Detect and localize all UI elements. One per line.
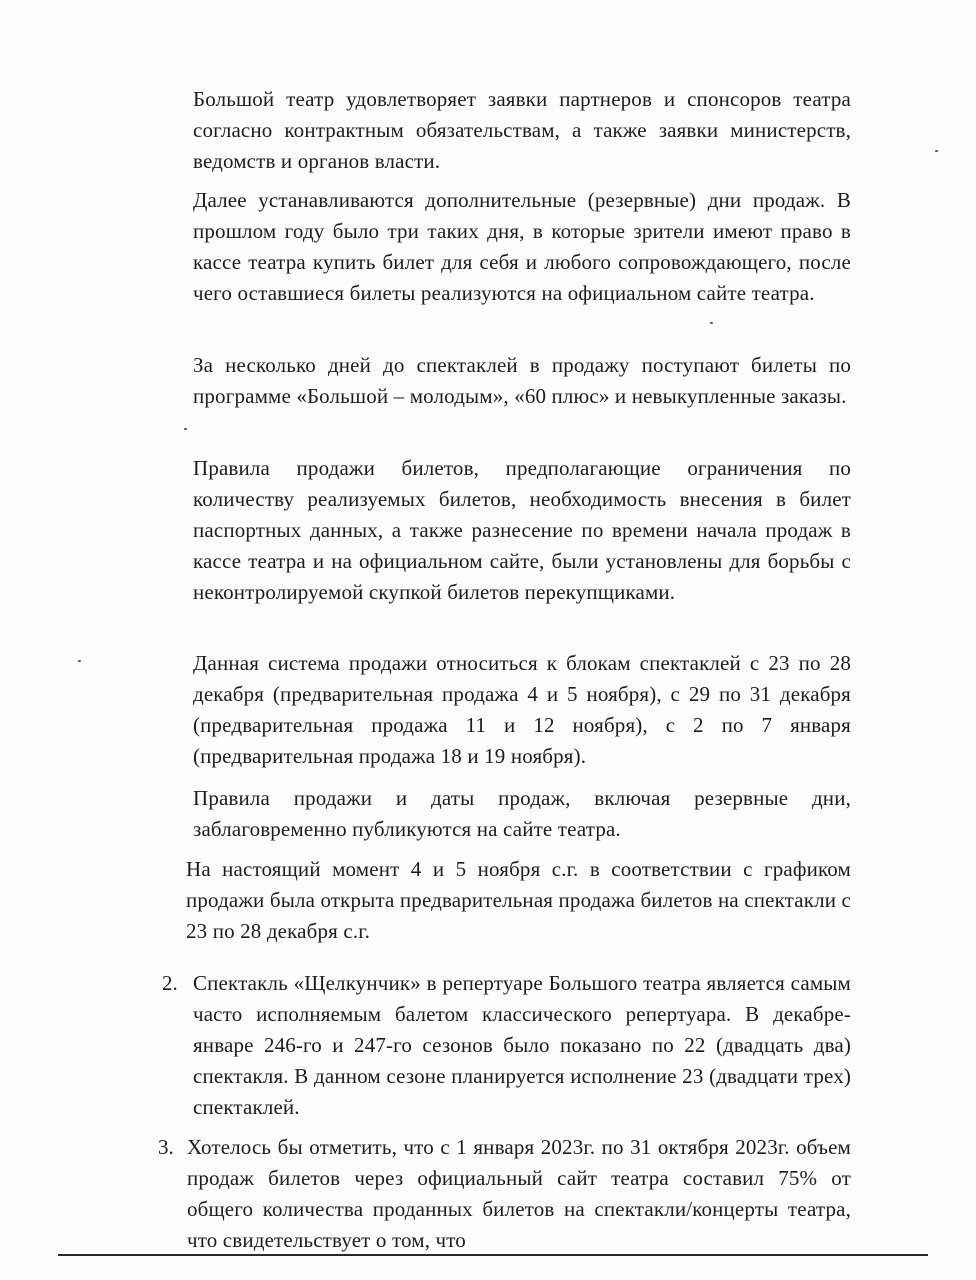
list-number-2: 2. [162,971,178,995]
page-bottom-rule [58,1254,928,1256]
paragraph-sponsors: Большой театр удовлетворяет заявки партнеров и спонсоров театра согласно контрактным обязательствам, а также заявки министерств, ведомств и органов власти. [193,87,851,173]
scan-speck [710,322,713,324]
paragraph-programs: За несколько дней до спектаклей в продажу поступают билеты по программе «Большой – молодым», «60 плюс» и невыкупленные заказы. [193,353,851,408]
paragraph-sale-rules: Правила продажи билетов, предполагающие ограничения по количеству реализуемых билетов, необходимость внесения в билет паспортных данных, а также разнесение по времени начала продаж в кассе театра и на официальном сайте, были установлены для борьбы с неконтролируемой скупкой билетов перекупщиками. [193,456,851,604]
scan-speck [935,150,938,152]
list-number-3: 3. [158,1135,174,1159]
paragraph-reserve-days: Далее устанавливаются дополнительные (резервные) дни продаж. В прошлом году было три таких дня, в которые зрители имеют право в кассе театра купить билет для себя и любого сопровождающего, после чего оставшиеся билеты реализуются на официальном сайте театра. [193,188,851,305]
scan-speck [184,428,187,430]
list-item-nutcracker: Спектакль «Щелкунчик» в репертуаре Большого театра является самым часто исполняемым балетом классического репертуара. В декабре-январе 246-го и 247-го сезонов было показано по 22 (двадцать два) спектакля. В данном сезоне планируется исполнение 23 (двадцати трех) спектаклей. [193,971,851,1119]
paragraph-current-status: На настоящий момент 4 и 5 ноября с.г. в соответствии с графиком продажи была открыта предварительная продажа билетов на спектакли с 23 по 28 декабря с.г. [186,857,851,943]
list-item-online-sales: Хотелось бы отметить, что с 1 января 2023г. по 31 октября 2023г. объем продаж билетов через официальный сайт театра составил 75% от общего количества проданных билетов на спектакли/концерты театра, что свидетельствует о том, что [187,1135,851,1252]
scan-speck [78,660,81,662]
paragraph-sale-system: Данная система продажи относиться к блокам спектаклей с 23 по 28 декабря (предварительная продажа 4 и 5 ноября), с 29 по 31 декабря (предварительная продажа 11 и 12 ноября), с 2 по 7 января (предварительная продажа 18 и 19 ноября). [193,651,851,768]
paragraph-publication: Правила продажи и даты продаж, включая резервные дни, заблаговременно публикуются на сайте театра. [193,786,851,841]
